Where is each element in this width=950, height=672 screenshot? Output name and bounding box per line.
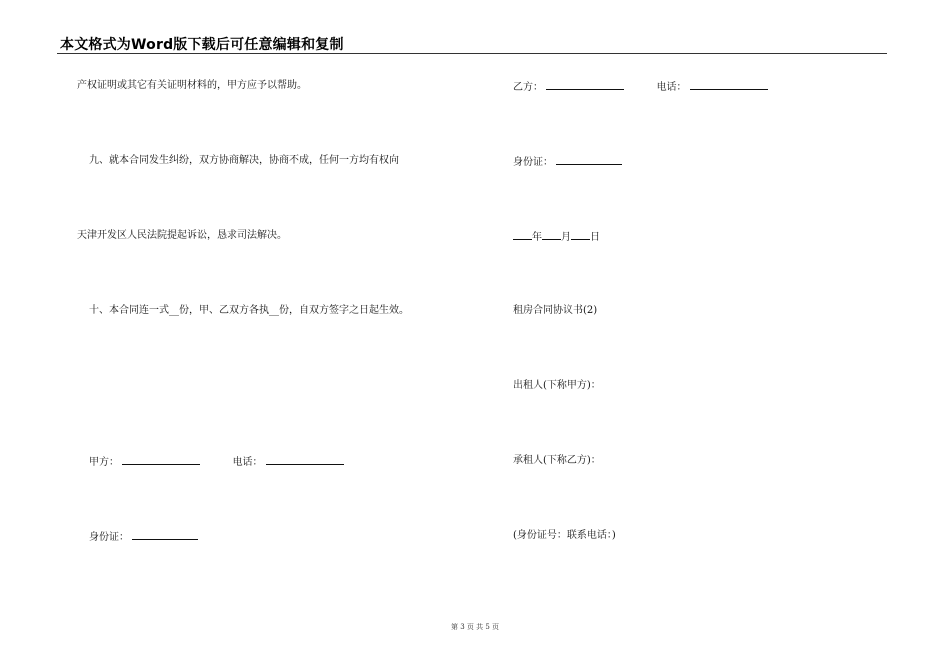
- lessee-line: 承租人(下称乙方)：: [513, 455, 601, 466]
- left-line-2: 九、就本合同发生纠纷，双方协商解决，协商不成，任何一方均有权向: [89, 155, 399, 166]
- party-a-id-line: [89, 530, 198, 544]
- party-b-signature-line: [513, 80, 768, 94]
- party-a-id-blank: [132, 530, 198, 540]
- party-b-id-blank: [556, 155, 622, 165]
- lessor-line: 出租人(下称甲方)：: [513, 380, 601, 391]
- year-blank: [513, 230, 532, 240]
- party-a-signature-line: [89, 455, 344, 469]
- page-number: 第 3 页 共 5 页: [450, 623, 500, 631]
- party-b-blank: [546, 80, 624, 90]
- left-line-4: 十、本合同连一式__份，甲、乙双方各执__份，自双方签字之日起生效。: [89, 305, 409, 316]
- party-b-id-label: 身份证：: [513, 157, 553, 168]
- party-b-phone-label: 电话：: [656, 82, 687, 93]
- contract-title: 租房合同协议书(2): [513, 305, 598, 316]
- party-b-phone-blank: [690, 80, 768, 90]
- party-a-phone-label: 电话：: [232, 457, 263, 468]
- date-line: [513, 230, 600, 244]
- party-a-id-label: 身份证：: [89, 532, 129, 543]
- party-a-phone-blank: [266, 455, 344, 465]
- document-header-title: 本文格式为Word版下载后可任意编辑和复制: [60, 37, 344, 53]
- contact-line: (身份证号：联系电话：): [513, 530, 616, 541]
- party-a-label: 甲方：: [89, 457, 119, 468]
- party-b-label: 乙方：: [513, 82, 543, 93]
- day-label: 日: [590, 232, 600, 243]
- left-line-3: 天津开发区人民法院提起诉讼，恳求司法解决。: [77, 230, 287, 241]
- party-a-blank: [122, 455, 200, 465]
- day-blank: [571, 230, 590, 240]
- party-b-id-line: [513, 155, 622, 169]
- header-divider: [57, 53, 887, 54]
- left-line-1: 产权证明或其它有关证明材料的，甲方应予以帮助。: [77, 80, 307, 91]
- month-label: 月: [561, 232, 571, 243]
- month-blank: [542, 230, 561, 240]
- year-label: 年: [532, 232, 542, 243]
